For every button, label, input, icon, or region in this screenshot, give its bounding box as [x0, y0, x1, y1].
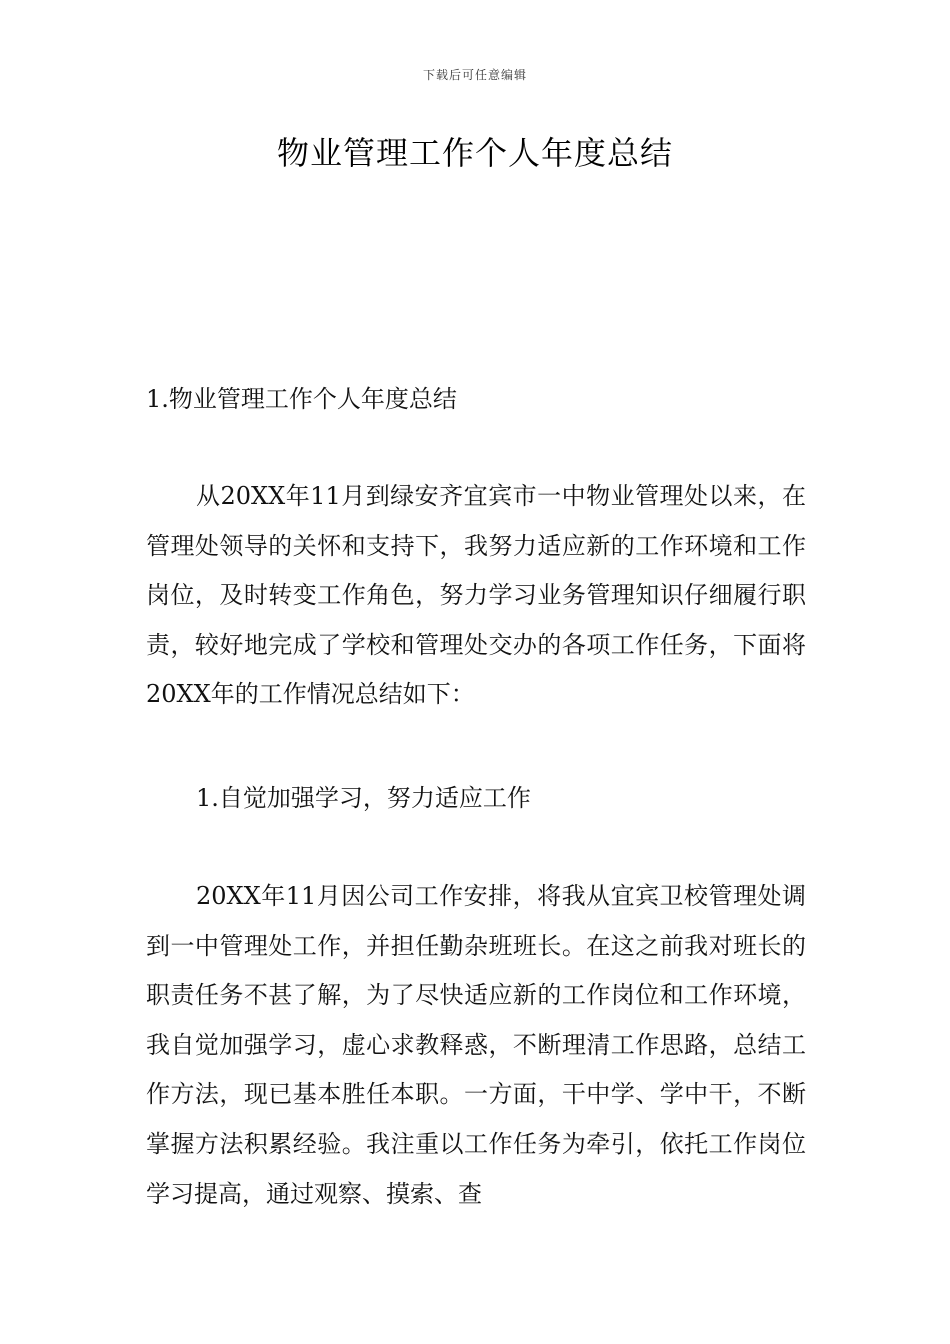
body-paragraph-intro: 从20XX年11月到绿安齐宜宾市一中物业管理处以来，在管理处领导的关怀和支持下，我努力适应新的工作环境和工作岗位，及时转变工作角色，努力学习业务管理知识仔细履行职责，较好地完成了学校和管理处交办的各项工作任务，下面将20XX年的工作情况总结如下：	[146, 482, 806, 709]
sub-heading: 1.自觉加强学习，努力适应工作	[196, 784, 531, 812]
section-heading: 1.物业管理工作个人年度总结	[146, 385, 457, 413]
header-note: 下载后可任意编辑	[422, 68, 527, 82]
body-paragraph-learning: 20XX年11月因公司工作安排，将我从宜宾卫校管理处调到一中管理处工作，并担任勤杂班班长。在这之前我对班长的职责任务不甚了解，为了尽快适应新的工作岗位和工作环境，我自觉加强学习，虚心求教释惑，不断理清工作思路，总结工作方法，现已基本胜任本职。一方面，干中学、学中干，不断掌握方法积累经验。我注重以工作任务为牵引，依托工作岗位学习提高，通过观察、摸索、查	[146, 882, 806, 1208]
document-title: 物业管理工作个人年度总结	[276, 134, 673, 172]
